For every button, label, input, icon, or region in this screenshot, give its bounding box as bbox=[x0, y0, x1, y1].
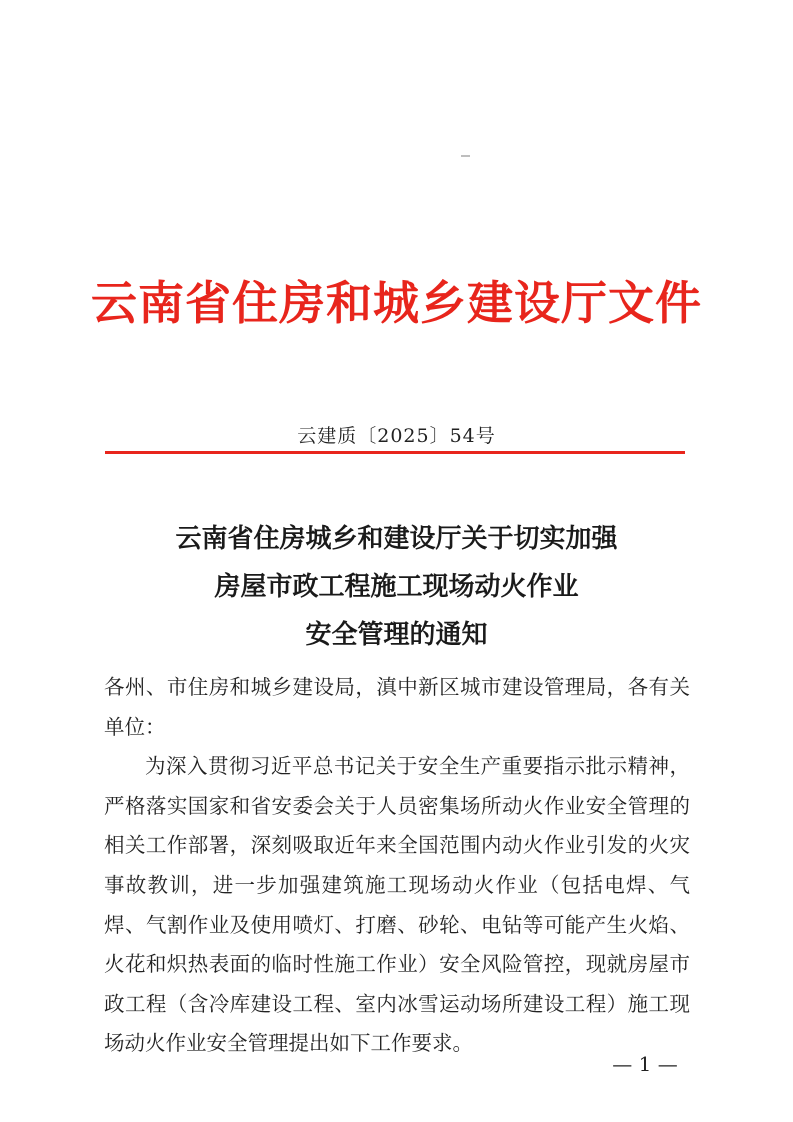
salutation: 各州、市住房和城乡建设局，滇中新区城市建设管理局，各有关单位： bbox=[104, 675, 690, 739]
masthead-title: 云南省住房和城乡建设厅文件 bbox=[91, 276, 702, 330]
notice-title bbox=[0, 515, 793, 659]
body-paragraph-1: 为深入贯彻习近平总书记关于安全生产重要指示批示精神，严格落实国家和省安委会关于人员密集场所动火作业安全管理的相关工作部署，深刻吸取近年来全国范围内动火作业引发的火灾事故教训，进一步加强建筑施工现场动火作业（包括电焊、气焊、气割作业及使用喷灯、打磨、砂轮、电钻等可能产生火焰、火花和炽热表面的临时性施工作业）安全风险管控，现就房屋市政工程（含冷库建设工程、室内冰雪运动场所建设工程）施工现场动火作业安全管理提出如下工作要求。 bbox=[104, 754, 690, 1056]
notice-body bbox=[104, 668, 690, 1064]
scan-speck bbox=[461, 155, 470, 157]
red-separator-line bbox=[105, 451, 685, 454]
title-line-1: 云南省住房城乡和建设厅关于切实加强 bbox=[175, 524, 618, 554]
title-line-3: 安全管理的通知 bbox=[305, 620, 488, 650]
title-line-2: 房屋市政工程施工现场动火作业 bbox=[214, 572, 579, 602]
document-number: 云建质〔2025〕54号 bbox=[297, 425, 496, 447]
page-number: — 1 — bbox=[612, 1052, 678, 1076]
